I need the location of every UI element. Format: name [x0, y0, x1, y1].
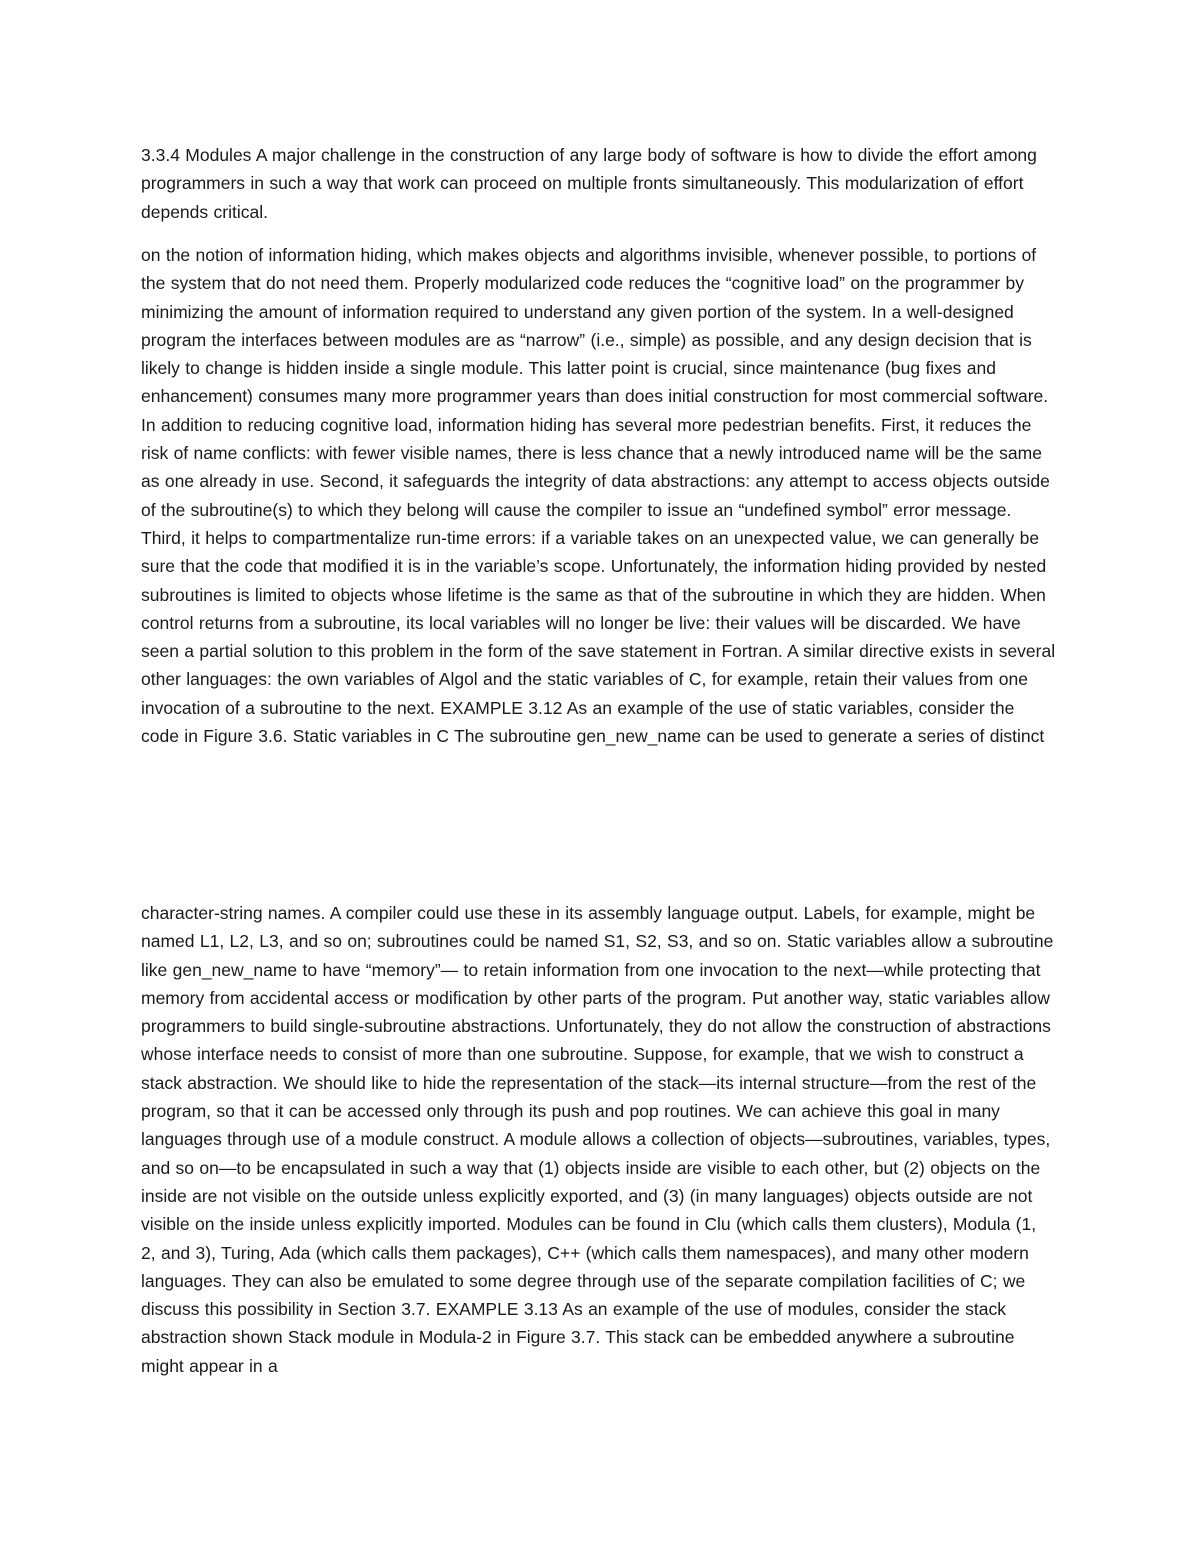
paragraph-modules-intro: 3.3.4 Modules A major challenge in the construction of any large body of software is how to divide the effort among programmers in such a way that work can proceed on multiple fronts simultaneously. This modularization of effort depends critical. [141, 145, 1037, 222]
paragraph-information-hiding: on the notion of information hiding, which makes objects and algorithms invisible, whenever possible, to portions of the system that do not need them. Properly modularized code reduces the “cognitive load” on the programmer by minimizing the amount of information required to understand any given portion of the system. In a well-designed program the interfaces between modules are as “narrow” (i.e., simple) as possible, and any design decision that is likely to change is hidden inside a single module. This latter point is crucial, since maintenance (bug fixes and enhancement) consumes many more programmer years than does initial construction for most commercial software. In addition to reducing cognitive load, information hiding has several more pedestrian benefits. First, it reduces the risk of name conflicts: with fewer visible names, there is less chance that a newly introduced name will be the same as one already in use. Second, it safeguards the integrity of data abstractions: any attempt to access objects outside of the subroutine(s) to which they belong will cause the compiler to issue an “undefined symbol” error message. Third, it helps to compartmentalize run-time errors: if a variable takes on an unexpected value, we can generally be sure that the code that modified it is in the variable’s scope. Unfortunately, the information hiding provided by nested subroutines is limited to objects whose lifetime is the same as that of the subroutine in which they are hidden. When control returns from a subroutine, its local variables will no longer be live: their values will be discarded. We have seen a partial solution to this problem in the form of the save statement in Fortran. A similar directive exists in several other languages: the own variables of Algol and the static variables of C, for example, retain their values from one invocation of a subroutine to the next. EXAMPLE 3.12 As an example of the use of static variables, consider the code in Figure 3.6. Static variables in C The subroutine gen_new_name can be used to generate a series of distinct [141, 245, 1056, 747]
paragraph-static-variables-modules: character-string names. A compiler could use these in its assembly language output. Labels, for example, might be named L1, L2, L3, and so on; subroutines could be named S1, S2, S3, and so on. Static variables allow a subroutine like gen_new_name to have “memory”— to retain information from one invocation to the next—while protecting that memory from accidental access or modification by other parts of the program. Put another way, static variables allow programmers to build single-subroutine abstractions. Unfortunately, they do not allow the construction of abstractions whose interface needs to consist of more than one subroutine. Suppose, for example, that we wish to construct a stack abstraction. We should like to hide the representation of the stack—its internal structure—from the rest of the program, so that it can be accessed only through its push and pop routines. We can achieve this goal in many languages through use of a module construct. A module allows a collection of objects—subroutines, variables, types, and so on—to be encapsulated in such a way that (1) objects inside are visible to each other, but (2) objects on the inside are not visible on the outside unless explicitly exported, and (3) (in many languages) objects outside are not visible on the inside unless explicitly imported. Modules can be found in Clu (which calls them clusters), Modula (1, 2, and 3), Turing, Ada (which calls them packages), C++ (which calls them namespaces), and many other modern languages. They can also be emulated to some degree through use of the separate compilation facilities of C; we discuss this possibility in Section 3.7. EXAMPLE 3.13 As an example of the use of modules, consider the stack abstraction shown Stack module in Modula-2 in Figure 3.7. This stack can be embedded anywhere a subroutine might appear in a [141, 903, 1054, 1376]
